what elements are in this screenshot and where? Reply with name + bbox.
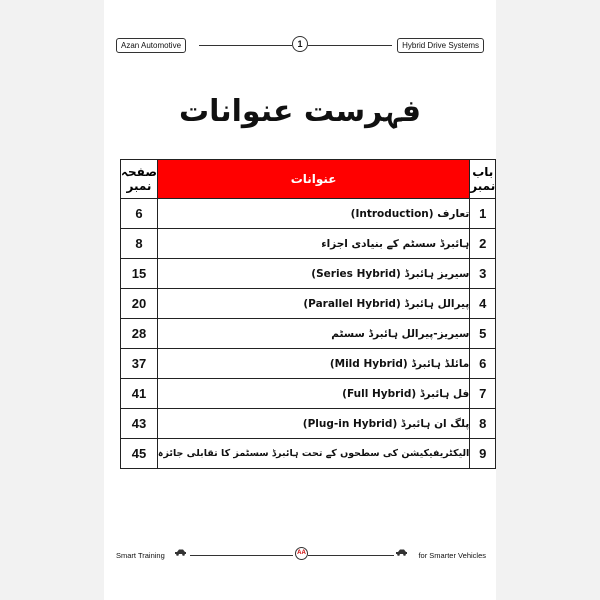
row-chapter-number: 3 <box>470 259 496 289</box>
row-page-number: 43 <box>121 409 158 439</box>
row-title: مائلڈ ہائبرڈ (Mild Hybrid) <box>157 349 469 379</box>
header-topic-label: Hybrid Drive Systems <box>397 38 484 53</box>
table-row <box>121 319 496 349</box>
table-row <box>121 379 496 409</box>
car-icon <box>174 548 187 556</box>
car-icon <box>395 548 408 556</box>
row-page-number: 37 <box>121 349 158 379</box>
row-chapter-number: 9 <box>470 439 496 469</box>
table-row <box>121 409 496 439</box>
table-row <box>121 229 496 259</box>
row-title: تعارف (Introduction) <box>157 199 469 229</box>
footer-divider-left <box>190 555 293 556</box>
row-title: پیرالل ہائبرڈ (Parallel Hybrid) <box>157 289 469 319</box>
row-chapter-number: 4 <box>470 289 496 319</box>
footer-logo: AA <box>295 547 308 560</box>
row-page-number: 6 <box>121 199 158 229</box>
header-title-column: عنوانات <box>157 160 469 199</box>
row-page-number: 15 <box>121 259 158 289</box>
footer-slogan-left: Smart Training <box>116 551 165 560</box>
table-row <box>121 199 496 229</box>
header-page-number: 1 <box>292 36 308 52</box>
document-page <box>104 0 496 600</box>
table-header-row <box>121 160 496 199</box>
row-title: فل ہائبرڈ (Full Hybrid) <box>157 379 469 409</box>
row-chapter-number: 5 <box>470 319 496 349</box>
table-row <box>121 349 496 379</box>
header-page-column: صفحہ نمبر <box>121 160 158 199</box>
row-chapter-number: 6 <box>470 349 496 379</box>
row-chapter-number: 2 <box>470 229 496 259</box>
row-page-number: 45 <box>121 439 158 469</box>
page-title: فہرست عنوانات <box>178 94 422 129</box>
row-page-number: 8 <box>121 229 158 259</box>
row-page-number: 41 <box>121 379 158 409</box>
row-page-number: 20 <box>121 289 158 319</box>
table-row <box>121 439 496 469</box>
contents-table <box>120 159 496 469</box>
row-chapter-number: 1 <box>470 199 496 229</box>
header-chapter-column: باب نمبر <box>470 160 496 199</box>
row-title: سیریز ہائبرڈ (Series Hybrid) <box>157 259 469 289</box>
header-divider-left <box>199 45 292 46</box>
row-title: سیریز-پیرالل ہائبرڈ سسٹم <box>157 319 469 349</box>
row-title: پلگ ان ہائبرڈ (Plug-in Hybrid) <box>157 409 469 439</box>
row-chapter-number: 8 <box>470 409 496 439</box>
table-row <box>121 289 496 319</box>
row-chapter-number: 7 <box>470 379 496 409</box>
footer-slogan-right: for Smarter Vehicles <box>418 551 486 560</box>
row-page-number: 28 <box>121 319 158 349</box>
header-divider-right <box>308 45 392 46</box>
row-title: الیکٹریفیکیشن کی سطحوں کے تحت ہائبرڈ سسٹمز کا تقابلی جائزہ <box>157 439 469 469</box>
table-row <box>121 259 496 289</box>
header-brand-label: Azan Automotive <box>116 38 186 53</box>
row-title: ہائبرڈ سسٹم کے بنیادی اجزاء <box>157 229 469 259</box>
footer-divider-right <box>308 555 394 556</box>
